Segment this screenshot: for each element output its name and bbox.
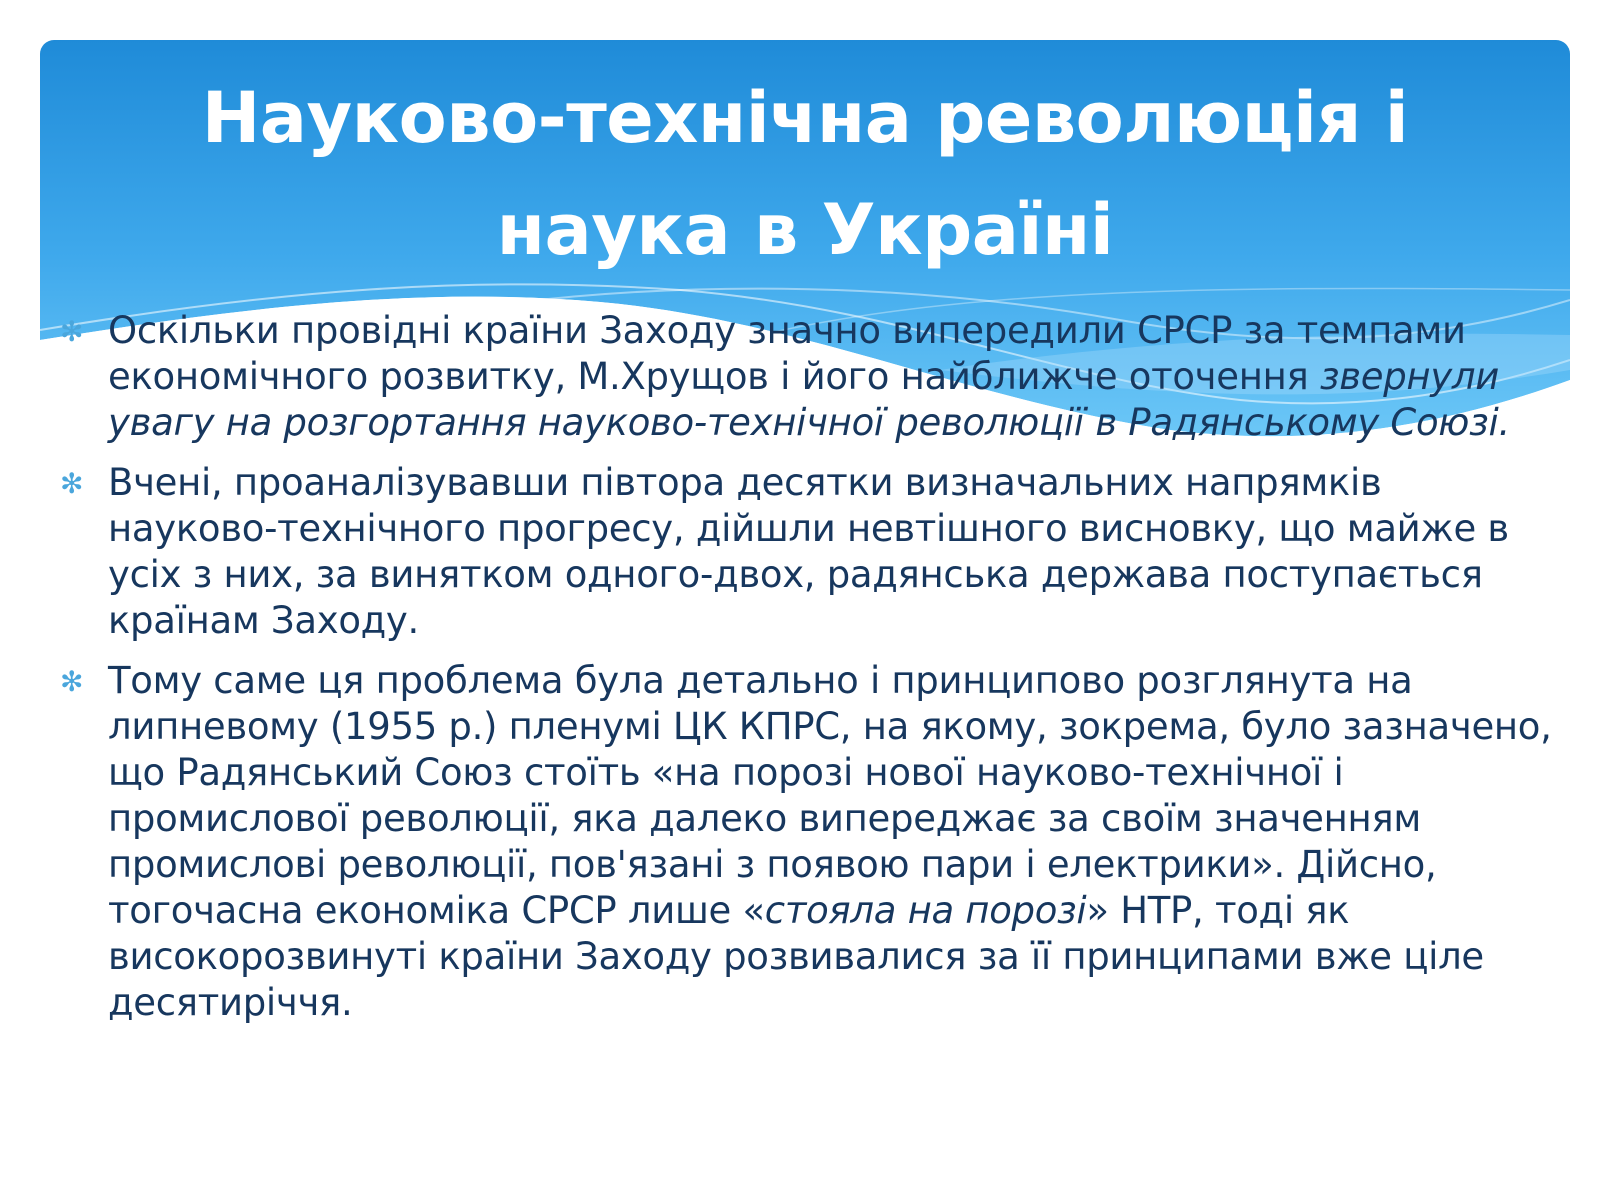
- slide-title: [40, 62, 1570, 286]
- slide-title-line-2: наука в Україні: [496, 189, 1114, 271]
- bullet-item: [60, 460, 1560, 644]
- bullet-text: [108, 308, 1560, 446]
- bullet-text-part: Тому саме ця проблема була детально і принципово розглянута на липневому (1955 р.) пленумі ЦК КПРС, на якому, зокрема, було зазначено, що Радянський Союз стоїть «на порозі нової науково-технічної і промислової революції, яка далеко випереджає за своїм значенням промислові революції, пов'язані з появою пари і електрики». Дійсно, тогочасна економіка СРСР лише «: [108, 659, 1552, 932]
- asterisk-icon: ✻: [60, 315, 84, 348]
- bullet-text-part: Вчені, проаналізувавши півтора десятки визначальних напрямків науково-технічного прогресу, дійшли невтішного висновку, що майже в усіх з них, за винятком одного-двох, радянська держава поступається країнам Заходу.: [108, 461, 1509, 642]
- bullet-item: [60, 658, 1560, 1026]
- bullet-text: [108, 658, 1560, 1026]
- bullet-text-italic: звернули увагу на розгортання науково-технічної революції в Радянському Союзі.: [108, 355, 1510, 444]
- bullet-item: [60, 308, 1560, 446]
- bullet-text-part: Оскільки провідні країни Заходу значно випередили СРСР за темпами економічного розвитку, М.Хрущов і його найближче оточення: [108, 309, 1466, 398]
- bullet-text-part: » НТР, тоді як високорозвинуті країни Заходу розвивалися за її принципами вже ціле десятиріччя.: [108, 889, 1484, 1024]
- bullet-text-italic: стояла на порозі: [764, 889, 1087, 932]
- asterisk-icon: ✻: [60, 665, 84, 698]
- bullet-text: [108, 460, 1560, 644]
- asterisk-icon: ✻: [60, 467, 84, 500]
- slide-title-line-1: Науково-технічна революція і: [201, 77, 1409, 159]
- bullet-list: [60, 308, 1560, 1040]
